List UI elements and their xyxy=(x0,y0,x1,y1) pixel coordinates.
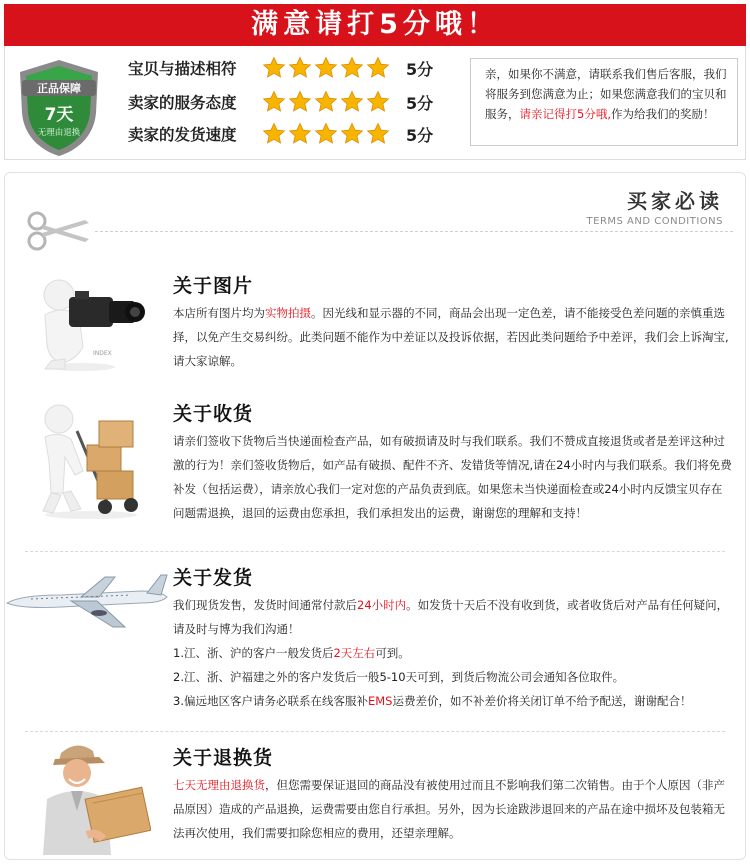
scissors-icon xyxy=(25,209,91,253)
item-body xyxy=(173,429,733,525)
star-icon xyxy=(262,56,286,80)
courier-figure-icon xyxy=(31,735,151,859)
item-divider xyxy=(25,731,725,732)
item-text: 我们现货发售，发货时间通常付款后 xyxy=(173,598,357,612)
item-body xyxy=(173,773,733,845)
buyer-notice-panel xyxy=(4,172,746,860)
section-title-cn: 买家必读 xyxy=(627,189,723,213)
svg-text:INDEX: INDEX xyxy=(93,350,112,357)
item-text: 请亲们签收下货物后当快递面检查产品，如有破损请及时与我们联系。我们不赞成直接退货或者是差评这种过激的行为！亲们签收货物后，如产品有破损、配件不齐、发错货等情况,请在24小时内与我们联系。我们将免费补发（包括运费），请亲放心我们一定对您的产品负责到底。如果您未当快递面检查或24小时内反馈宝贝存在问题需退换，退回的运费由您承担，我们承担发出的运费，谢谢您的理解和支持！ xyxy=(173,434,732,520)
section-title-en: TERMS AND CONDITIONS xyxy=(586,216,723,227)
item-highlight: 七天无理由退换货 xyxy=(173,778,265,792)
camera-figure-icon xyxy=(31,275,151,375)
delivery-figure-icon xyxy=(25,401,151,525)
item-title: 关于图片 xyxy=(173,275,254,297)
star-icon xyxy=(314,56,338,80)
item-text: 。如发货十天后不没有收到货，或者收货后对产品有任何疑问，请及时与博为我们沟通！ xyxy=(173,598,729,636)
star-icon xyxy=(340,122,364,146)
star-icon xyxy=(366,122,390,146)
badge-top-text: 正品保障 xyxy=(37,82,81,95)
item-text: 本店所有图片均为 xyxy=(173,306,265,320)
item-highlight: EMS xyxy=(367,694,393,708)
item-divider xyxy=(25,551,725,552)
section-divider xyxy=(95,231,733,232)
star-icon xyxy=(288,122,312,146)
star-icon xyxy=(314,122,338,146)
rating-row xyxy=(128,118,458,150)
policy-receiving xyxy=(5,399,745,549)
item-text: ，但您需要保证退回的商品没有被使用过而且不影响我们第二次销售。由于个人原因（非产品原因）造成的产品退换，运费需要由您自行承担。另外，因为长途跋涉退回来的产品在途中损坏及包装箱无法再次使用，我们需要扣除您相应的费用，还望亲理解。 xyxy=(173,778,725,840)
item-text: 可到。 xyxy=(375,646,410,660)
rating-score: 5分 xyxy=(406,93,434,113)
star-icon xyxy=(262,90,286,114)
star-icon xyxy=(288,56,312,80)
star-icon xyxy=(288,90,312,114)
item-highlight: 2天左右 xyxy=(333,646,376,660)
airplane-icon xyxy=(1,565,169,641)
rating-row xyxy=(128,86,458,118)
item-text: 3.偏远地区客户请务必联系在线客服补 xyxy=(173,694,368,708)
rating-panel xyxy=(0,0,750,168)
item-body xyxy=(173,301,733,373)
item-highlight: 24小时内 xyxy=(357,598,407,612)
policy-shipping xyxy=(5,563,745,723)
section-title xyxy=(587,185,723,227)
item-title: 关于收货 xyxy=(173,403,254,425)
item-highlight: 实物拍摄 xyxy=(265,306,311,320)
rating-label: 卖家的服务态度 xyxy=(128,94,237,112)
policy-returns xyxy=(5,743,745,853)
star-icon xyxy=(366,90,390,114)
star-icon xyxy=(262,122,286,146)
star-icon xyxy=(340,90,364,114)
rating-score: 5分 xyxy=(406,59,434,79)
rating-label: 卖家的发货速度 xyxy=(128,126,237,144)
item-text: 运费差价，如不补差价将关闭订单不给予配送，谢谢配合！ xyxy=(392,694,692,708)
rating-stars xyxy=(262,90,390,114)
badge-small-text: 无理由退换 xyxy=(37,128,81,138)
star-icon xyxy=(366,56,390,80)
rating-row xyxy=(128,52,458,84)
item-text: 2.江、浙、沪福建之外的客户发货后一般5-10天可到，到货后物流公司会通知各位取件。 xyxy=(173,670,625,684)
rating-score: 5分 xyxy=(406,125,434,145)
rating-note xyxy=(470,58,738,146)
note-text: 亲，如果你不满意，请联系我们售后客服，我们将服务到您满意为止；如果您满意我们的宝贝和服务， xyxy=(485,67,727,121)
rating-stars xyxy=(262,122,390,146)
item-text: 1.江、浙、沪的客户一般发货后 xyxy=(173,646,334,660)
banner-title: 满意请打5分哦！ xyxy=(4,4,746,46)
guarantee-badge-icon xyxy=(16,58,102,158)
policy-photos xyxy=(5,271,745,381)
note-highlight: 请亲记得打5分哦, xyxy=(519,107,611,121)
star-icon xyxy=(340,56,364,80)
star-icon xyxy=(314,90,338,114)
badge-big-text: 7天 xyxy=(44,105,74,125)
item-title: 关于发货 xyxy=(173,567,254,589)
note-text-end: 作为给我们的奖励！ xyxy=(610,107,715,121)
item-body xyxy=(173,593,733,713)
item-title: 关于退换货 xyxy=(173,747,274,769)
rating-label: 宝贝与描述相符 xyxy=(128,60,237,78)
item-text: 。因光线和显示器的不同，商品会出现一定色差，请不能接受色差问题的亲慎重选择，以免产生交易纠纷。此类问题不能作为中差证以及投诉依据，若因此类问题给予中差评，我们会上诉淘宝,请大家谅解。 xyxy=(173,306,729,368)
rating-stars xyxy=(262,56,390,80)
